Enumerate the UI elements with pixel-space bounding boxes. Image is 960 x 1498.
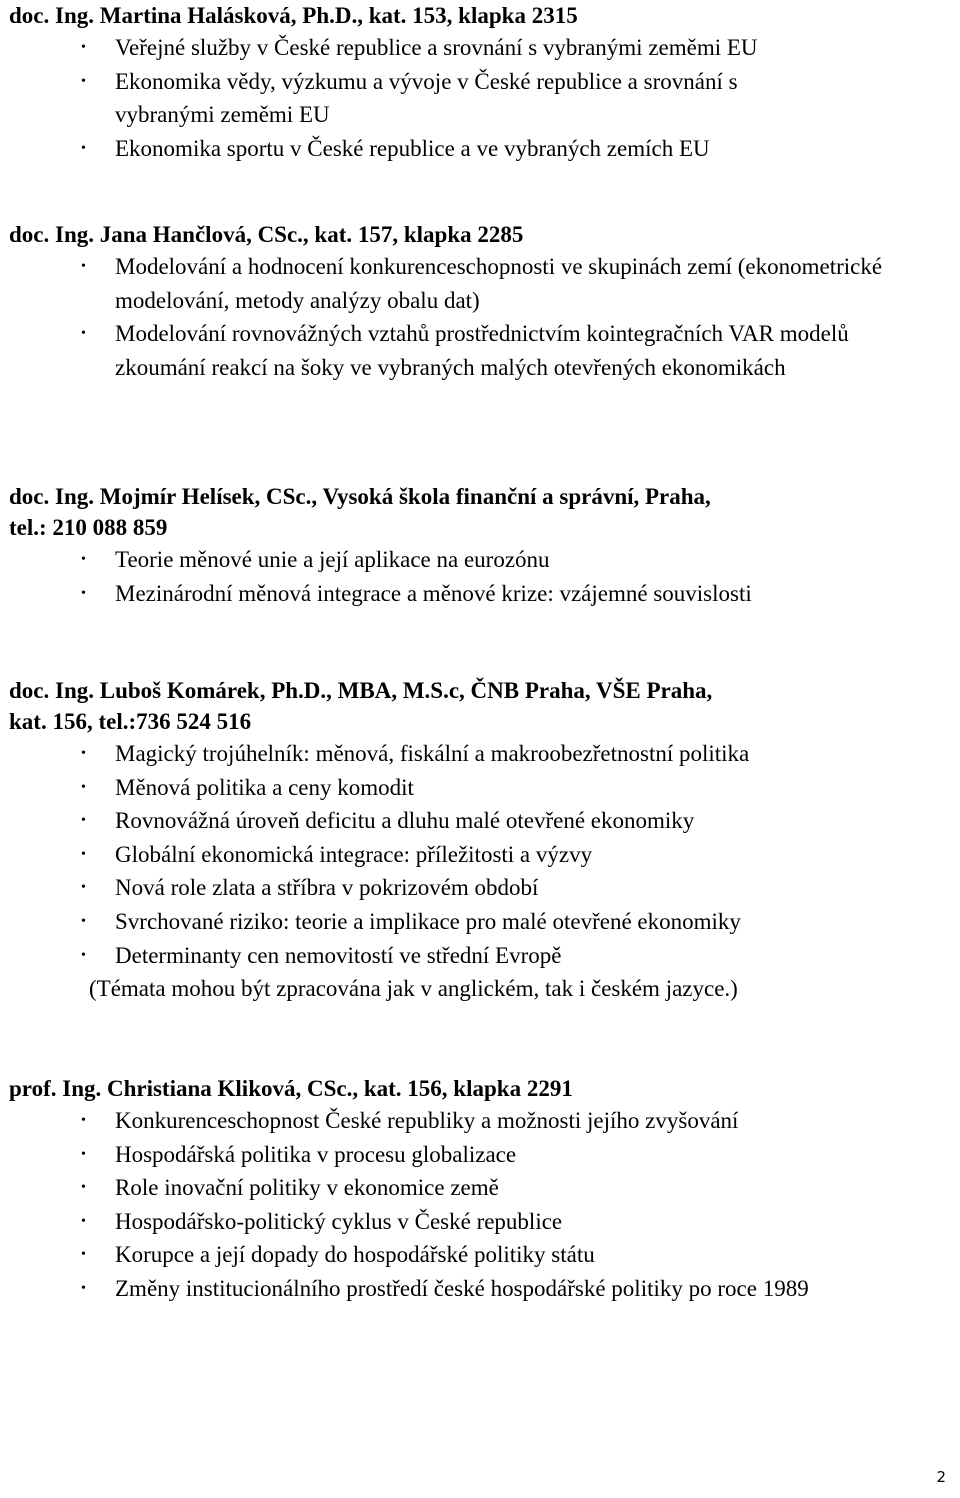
list-item (9, 65, 960, 132)
list-item (9, 1238, 960, 1272)
section-heading: prof. Ing. Christiana Kliková, CSc., kat. 156, klapka 2291 (9, 1076, 573, 1101)
list-item (9, 317, 960, 384)
bullet-icon: • (81, 40, 86, 55)
topic-text: Modelování a hodnocení konkurenceschopnosti ve skupinách zemí (ekonometrické modelování, metody analýzy obalu dat) (115, 254, 883, 313)
bullet-icon: • (81, 746, 86, 761)
bullet-icon: • (81, 1146, 86, 1162)
topic-text: Změny institucionálního prostředí české hospodářské politiky po roce 1989 (115, 1275, 809, 1301)
topic-text: Hospodářská politika v procesu globalizace (115, 1141, 517, 1167)
list-item (9, 543, 960, 577)
bullet-icon: • (81, 779, 86, 795)
list-item (9, 737, 960, 771)
section-heading: doc. Ing. Mojmír Helísek, CSc., Vysoká škola finanční a správní, Praha, (9, 484, 711, 509)
bullet-icon: • (81, 1113, 86, 1128)
topic-list (9, 1104, 960, 1306)
section-halaskova (9, 0, 960, 165)
list-item (9, 31, 960, 65)
topic-text: Modelování rovnovážných vztahů prostřednictvím kointegračních VAR modelů zkoumání reakcí na šoky ve vybraných malých otevřených ekonomikách (115, 321, 849, 380)
language-note: (Témata mohou být zpracována jak v anglickém, tak i českém jazyce.) (89, 976, 738, 1002)
section-heading: doc. Ing. Martina Halásková, Ph.D., kat. 153, klapka 2315 (9, 3, 578, 28)
topic-text: Rovnovážná úroveň deficitu a dluhu malé otevřené ekonomiky (115, 808, 695, 834)
bullet-icon: • (81, 813, 86, 829)
topic-list (9, 250, 960, 384)
section-helisek (9, 481, 960, 610)
topic-text: Role inovační politiky v ekonomice země (115, 1175, 499, 1201)
bullet-icon: • (81, 140, 86, 156)
section-klikova (9, 1073, 960, 1306)
list-item (9, 838, 960, 872)
section-hanclova (9, 219, 960, 384)
bullet-icon: • (81, 259, 86, 274)
topic-list (9, 31, 960, 165)
topic-text: Hospodářsko-politický cyklus v České republice (115, 1208, 563, 1234)
topic-text: Měnová politika a ceny komodit (115, 774, 414, 800)
list-item (9, 1272, 960, 1306)
topic-text: Determinanty cen nemovitostí ve střední Evropě (115, 942, 562, 968)
topic-list (9, 737, 960, 972)
list-item (9, 577, 960, 611)
bullet-icon: • (81, 947, 86, 963)
topic-text: Ekonomika sportu v České republice a ve vybraných zemích EU (115, 135, 710, 161)
topic-list (9, 543, 960, 610)
bullet-icon: • (81, 880, 86, 896)
bullet-icon: • (81, 326, 86, 342)
list-item (9, 1138, 960, 1172)
list-item (9, 250, 960, 317)
topic-text: Ekonomika vědy, výzkumu a vývoje v České republice a srovnání s vybranými zeměmi EU (115, 68, 738, 128)
page-number: 2 (936, 1468, 946, 1486)
list-item (9, 939, 960, 973)
bullet-icon: • (81, 846, 86, 862)
topic-text: Teorie měnové unie a její aplikace na eurozónu (115, 547, 550, 572)
section-heading: doc. Ing. Luboš Komárek, Ph.D., MBA, M.S.c, ČNB Praha, VŠE Praha, (9, 678, 713, 703)
list-item (9, 1205, 960, 1239)
list-item (9, 1104, 960, 1138)
topic-text: Mezinárodní měnová integrace a měnové krize: vzájemné souvislosti (115, 580, 752, 606)
bullet-icon: • (81, 552, 86, 567)
bullet-icon: • (81, 913, 86, 929)
topic-text: Magický trojúhelník: měnová, fiskální a makroobezřetnostní politika (115, 741, 750, 766)
list-item (9, 771, 960, 805)
topic-text: Globální ekonomická integrace: příležitosti a výzvy (115, 841, 593, 867)
section-heading: doc. Ing. Jana Hančlová, CSc., kat. 157, klapka 2285 (9, 222, 524, 247)
section-heading-contact: kat. 156, tel.:736 524 516 (9, 709, 252, 734)
bullet-icon: • (81, 1180, 86, 1196)
topic-text: Korupce a její dopady do hospodářské politiky státu (115, 1242, 595, 1268)
list-item (9, 132, 960, 166)
topic-text: Konkurenceschopnost České republiky a možnosti jejího zvyšování (115, 1108, 739, 1133)
topic-text: Veřejné služby v České republice a srovnání s vybranými zeměmi EU (115, 35, 758, 60)
list-item (9, 804, 960, 838)
bullet-icon: • (81, 73, 86, 89)
topic-text: Nová role zlata a stříbra v pokrizovém období (115, 875, 539, 901)
bullet-icon: • (81, 1280, 86, 1296)
bullet-icon: • (81, 1213, 86, 1229)
topic-text: Svrchované riziko: teorie a implikace pro malé otevřené ekonomiky (115, 908, 741, 934)
bullet-icon: • (81, 585, 86, 601)
section-heading-contact: tel.: 210 088 859 (9, 515, 168, 540)
list-item (9, 871, 960, 905)
bullet-icon: • (81, 1247, 86, 1263)
section-komarek (9, 675, 960, 1006)
list-item (9, 1171, 960, 1205)
list-item (9, 905, 960, 939)
